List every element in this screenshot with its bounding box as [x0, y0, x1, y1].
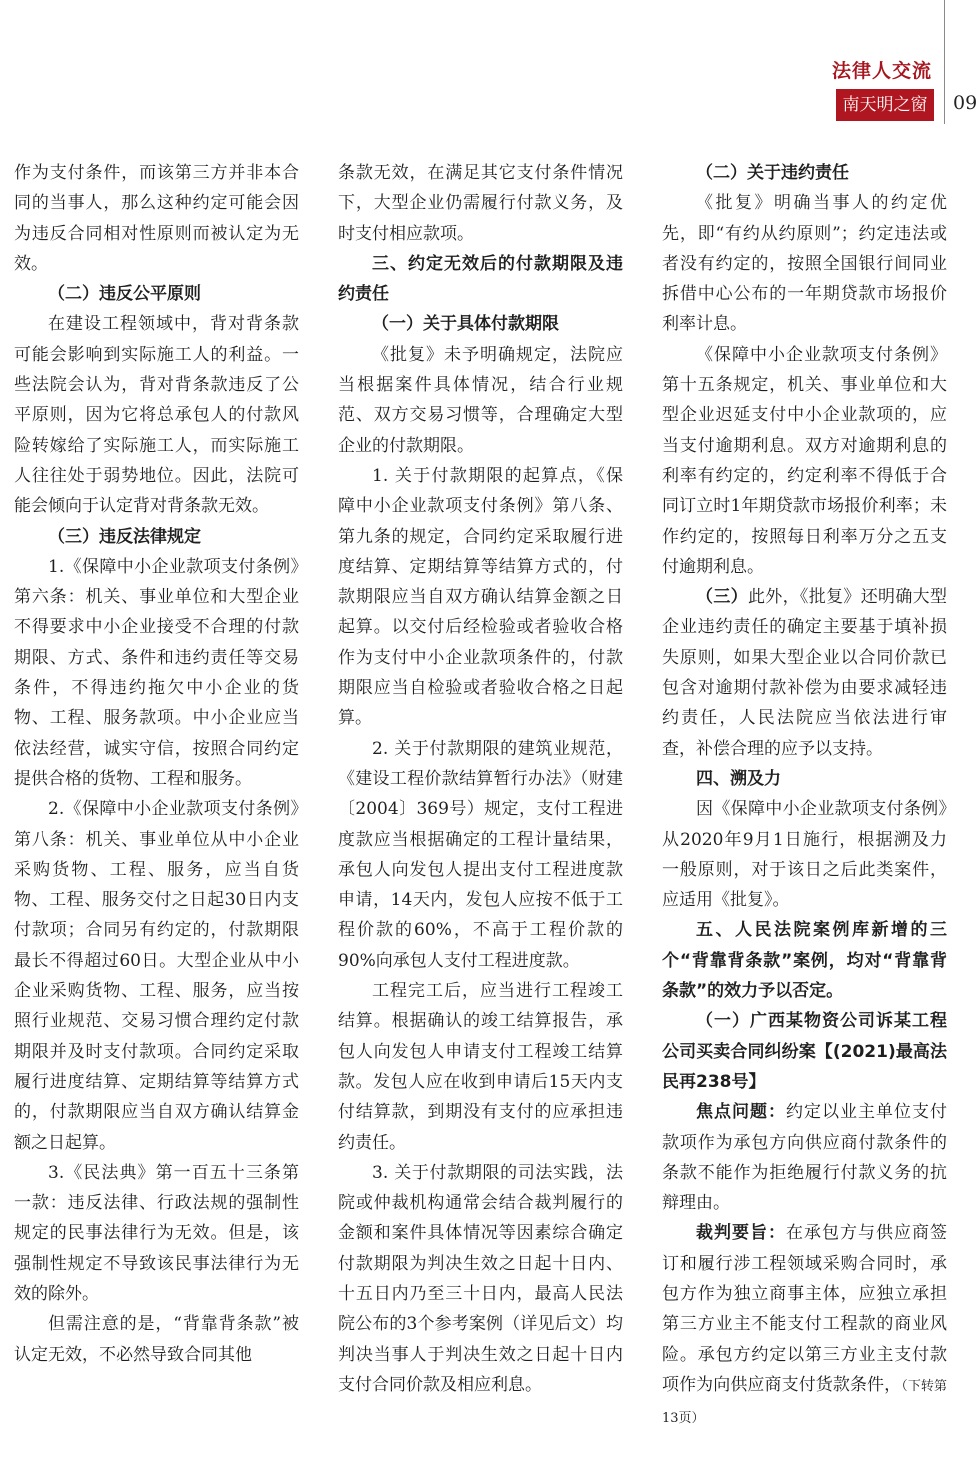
paragraph: 3.《民法典》第一百五十三条第一款：违反法律、行政法规的强制性规定的民事法律行为无效。但是，该强制性规定不导致该民事法律行为无效的除外。 [14, 1162, 299, 1304]
paragraph: 在建设工程领域中，背对背条款可能会影响到实际施工人的利益。一些法院会认为，背对背条款违反了公平原则，因为它将总承包人的付款风险转嫁给了实际施工人，而实际施工人往往处于弱势地位。因此，法院可能会倾向于认定背对背条款无效。 [14, 314, 299, 517]
paragraph: 因《保障中小企业款项支付条例》从2020年9月1日施行，根据溯及力一般原则，对于该日之后此类案件，应适用《批复》。 [662, 799, 947, 911]
subheading: （二）违反公平原则 [48, 284, 201, 305]
article-column-1 [14, 158, 299, 1370]
inline-label: 裁判要旨： [696, 1223, 786, 1244]
section-heading: 四、溯及力 [696, 768, 781, 789]
inline-label: （三） [696, 587, 748, 608]
paragraph: 但需注意的是，“背靠背条款”被认定无效，不必然导致合同其他 [14, 1314, 299, 1365]
paragraph: 《批复》明确当事人的约定优先，即“有约从约原则”；约定违法或者没有约定的，按照全国银行间同业拆借中心公布的一年期贷款市场报价利率计息。 [662, 193, 947, 335]
paragraph: 2. 关于付款期限的建筑业规范，《建设工程价款结算暂行办法》（财建〔2004〕369号）规定，支付工程进度款应当根据确定的工程计量结果，承包人向发包人提出支付工程进度款申请，14天内，发包人应按不低于工程价款的60%，不高于工程价款的90%向承包人支付工程进度款。 [338, 738, 623, 971]
continued-note: （下转第13页） [662, 1378, 947, 1427]
case-heading: （一）广西某物资公司诉某工程公司买卖合同纠纷案【(2021)最高法民再238号】 [662, 1011, 947, 1092]
section-heading: 三、约定无效后的付款期限及违约责任 [338, 253, 623, 305]
section-heading: 五、人民法院案例库新增的三个“背靠背条款”案例，均对“背靠背条款”的效力予以否定。 [662, 920, 947, 1002]
section-title: 法律人交流 [831, 60, 932, 82]
paragraph [662, 1097, 947, 1218]
paragraph [662, 1218, 947, 1434]
article-column-2 [338, 158, 623, 1400]
subheading: （二）关于违约责任 [696, 163, 849, 183]
paragraph: 条款无效，在满足其它支付条件情况下，大型企业仍需履行付款义务，及时支付相应款项。 [338, 163, 623, 244]
paragraph: 2.《保障中小企业款项支付条例》第八条：机关、事业单位从中小企业采购货物、工程、服务，应当自货物、工程、服务交付之日起30日内支付款项；合同另有约定的，付款期限最长不得超过60日。大型企业从中小企业采购货物、工程、服务，应当按照行业规范、交易习惯合理约定付款期限并及时支付款项。合同约定采取履行进度结算、定期结算等结算方式的，付款期限应当自双方确认结算金额之日起算。 [14, 799, 299, 1153]
paragraph: 《批复》未予明确规定，法院应当根据案件具体情况，结合行业规范、双方交易习惯等，合理确定大型企业的付款期限。 [338, 344, 623, 456]
header-rule [944, 0, 945, 124]
paragraph-text: 约定以业主单位支付款项作为承包方向供应商付款条件的条款不能作为拒绝履行付款义务的抗辩理由。 [662, 1102, 947, 1214]
page-number: 09 [953, 92, 977, 114]
paragraph: 《保障中小企业款项支付条例》第十五条规定，机关、事业单位和大型企业迟延支付中小企业款项的，应当支付逾期利息。双方对逾期利息的利率有约定的，约定利率不得低于合同订立时1年期贷款市场报价利率；未作约定的，按照每日利率万分之五支付逾期利息。 [662, 344, 947, 577]
paragraph: 1. 关于付款期限的起算点，《保障中小企业款项支付条例》第八条、第九条的规定，合同约定采取履行进度结算、定期结算等结算方式的，付款期限应当自双方确认结算金额之日起算。以交付后经检验或者验收合格作为支付中小企业款项条件的，付款期限应当自检验或者验收合格之日起算。 [338, 465, 623, 729]
paragraph-text: 在承包方与供应商签订和履行涉工程领域采购合同时，承包方作为独立商事主体，应独立承担第三方业主不能支付工程款的商业风险。承包方约定以第三方业主支付款项作为向供应商支付货款条件， [662, 1223, 947, 1395]
paragraph: 1.《保障中小企业款项支付条例》第六条：机关、事业单位和大型企业不得要求中小企业接受不合理的付款期限、方式、条件和违约责任等交易条件，不得违约拖欠中小企业的货物、工程、服务款项。中小企业应当依法经营，诚实守信，按照合同约定提供合格的货物、工程和服务。 [14, 556, 299, 789]
subheading: （一）关于具体付款期限 [372, 314, 559, 335]
article-column-3 [662, 158, 947, 1434]
paragraph: 作为支付条件，而该第三方并非本合同的当事人，那么这种约定可能会因为违反合同相对性原则而被认定为无效。 [14, 163, 299, 274]
column-name-badge: 南天明之窗 [836, 89, 934, 121]
paragraph: 3. 关于付款期限的司法实践，法院或仲裁机构通常会结合裁判履行的金额和案件具体情况等因素综合确定付款期限为判决生效之日起十日内、十五日内乃至三十日内，最高人民法院公布的3个参考案例（详见后文）均判决当事人于判决生效之日起十日内支付合同价款及相应利息。 [338, 1162, 623, 1395]
subheading: （三）违反法律规定 [48, 526, 201, 547]
inline-label: 焦点问题： [696, 1102, 786, 1123]
paragraph: 工程完工后，应当进行工程竣工结算。根据确认的竣工结算报告，承包人向发包人申请支付工程竣工结算款。发包人应在收到申请后15天内支付结算款，到期没有支付的应承担违约责任。 [338, 981, 623, 1153]
paragraph-text: 此外，《批复》还明确大型企业违约责任的确定主要基于填补损失原则，如果大型企业以合同价款已包含对逾期付款补偿为由要求减轻违约责任，人民法院应当依法进行审查，补偿合理的应予以支持。 [662, 587, 948, 759]
paragraph [662, 582, 947, 764]
